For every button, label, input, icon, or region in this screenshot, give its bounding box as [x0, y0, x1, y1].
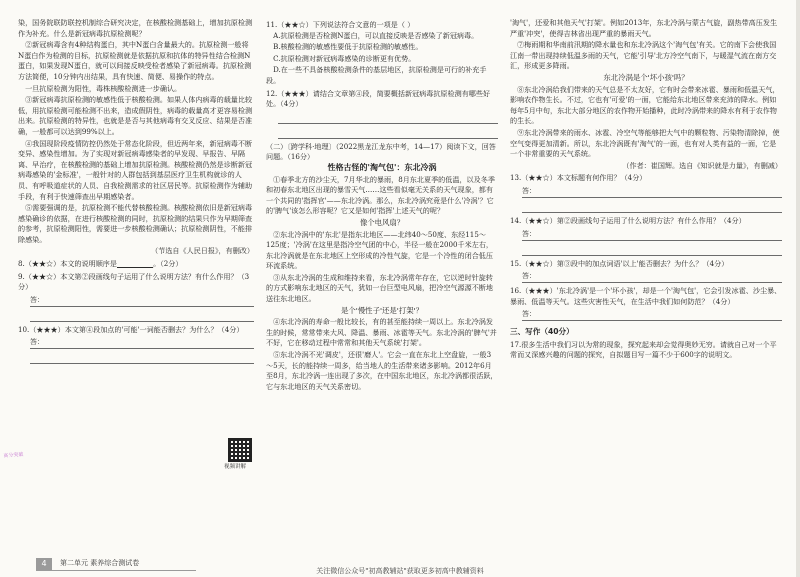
answer-label: 答：	[30, 295, 44, 304]
question-11: 11.（★★☆）下列说法符合文意的一项是（ ）	[266, 20, 415, 29]
paragraph: ⑨东北冷涡带来的雨水、冰雹、冷空气等能够把大气中的颗粒物、污染物清除掉，使空气变得更加清新。所以，东北冷涡既有'淘气'的一面，也有对人类有益的一面，它是一个非常重要的天气系统。	[510, 127, 780, 159]
subheading: 是个'慢性子'还是'打架'？	[340, 305, 424, 315]
answer-line[interactable]	[278, 112, 498, 124]
paragraph: '淘气'，还爱和其他天气'打架'。例如2013年，东北冷涡与蒙古气旋，副热带高压发生严重'冲突'，使得吉林省出现严重的暴雨天气。	[510, 18, 778, 38]
right-column	[510, 18, 782, 361]
paragraph: ⑤东北冷涡不光'调皮'，还很'磨人'。它会一直在东北上空盘旋，一般3～5天，长的能持续一周多，给当地人的生活带来诸多影响。2012年6月至8月，东北冷涡一连出现了多次，在中国东北地区，东北冷涡都很活跃，它与东北地区的天气关系密切。	[266, 350, 498, 391]
source-note: （节选自《人民日报》，有删改）	[151, 246, 254, 256]
answer-label: 答：	[30, 338, 44, 347]
subheading: 像个电风扇？	[359, 217, 405, 227]
answer-line[interactable]	[30, 337, 254, 349]
question-8-score: 。（2分）	[153, 259, 183, 269]
paragraph: ④东北冷涡的寿命一般比较长，有的甚至能持续一周以上。东北冷涡发生的时候，常常带来大风、降温、暴雨、冰雹等天气。东北冷涡的'脾气'并不好，它在移动过程中常常和其他天气系统'打架'。	[266, 317, 497, 348]
answer-line[interactable]	[278, 127, 498, 139]
paragraph: ②东北冷涡中的'东北'是指东北地区——北纬40～50度、东经115～125度；'冷涡'在这里是指冷空气团的中心，半径一般在2000千米左右，东北冷涡就是在东北地区上空形成的冷性气旋，它是一个冷性的闭合低压环流系统。	[266, 229, 494, 271]
section-2-heading: （二）〔跨学科·地理〕（2022黑龙江龙东中考，14—17）阅读下文，回答问题。（16分）	[266, 141, 496, 162]
answer-line[interactable]	[30, 352, 254, 364]
paragraph: 染，国务院联防联控机制综合研究决定，在核酸检测基础上，增加抗原检测作为补充。什么是新冠病毒抗原检测呢？	[18, 18, 253, 38]
answer-line[interactable]	[522, 309, 782, 321]
question-9: 9.（★★☆）本文第②段画线句子运用了什么说明方法？有什么作用？（3分）	[18, 271, 250, 292]
option-c[interactable]: C.抗原检测对新冠病毒感染的诊断更有优势。	[273, 53, 416, 63]
answer-line[interactable]	[30, 295, 254, 307]
answer-line[interactable]	[30, 310, 254, 322]
page-number: 4	[36, 558, 52, 570]
page-edge	[796, 0, 800, 577]
question-12: 12.（★★★）请结合文章第④段，简要概括新冠病毒抗原检测有哪些好处。（4分）	[266, 88, 491, 109]
middle-column	[266, 18, 498, 393]
paragraph: ③从东北冷涡的生成和维持来看，东北冷涡常年存在，它以逆时针旋转的方式影响东北地区的天气，犹如一台巨型电风扇，把冷空气源源不断地送往东北地区。	[266, 272, 493, 304]
qr-caption: 视频讲解	[224, 464, 247, 470]
option-a[interactable]: A.抗原检测是否检测N蛋白，可以直接反映是否感染了新冠病毒。	[273, 30, 479, 40]
paragraph: 一旦抗原检测为阳性，毒株核酸检测进一步确认。	[25, 83, 182, 93]
answer-line[interactable]	[522, 201, 782, 213]
left-column	[18, 18, 254, 367]
answer-line[interactable]	[522, 244, 782, 256]
source-note: （作者：崔国辉。选自《知识就是力量》，有删减）	[622, 160, 782, 170]
answer-label: 答：	[522, 272, 536, 281]
paragraph: ⑦梅雨期和华南前汛期的降水量也和东北冷涡这个'淘气包'有关。它的南下会使我国江南一带出现持续低温多雨的天气，它能'引导'北方冷空气南下，与暖湿气流在南方交汇，形成更多降雨。	[510, 40, 777, 71]
article-title: 性格古怪的'淘气包'：东北冷涡	[327, 162, 437, 172]
question-8-text: 8.（★★☆）本文的说明顺序是	[18, 259, 117, 269]
answer-label: 答：	[522, 186, 536, 195]
footer-notice: 关注微信公众号"初高教辅站"获取更多初高中教辅资料	[316, 567, 484, 575]
question-13: 13.（★★☆）本文标题有何作用？（4分）	[510, 173, 647, 183]
paragraph: ⑤需要强调的是，抗原检测不能代替核酸检测。核酸检测依旧是新冠病毒感染确诊的依据，在进行核酸检测的同时，抗原检测的结果只作为早期筛查的参考，抗原检测阳性，需要进一步核酸检测确认；抗原检测阴性，不能排除感染。	[18, 203, 253, 244]
paragraph: ⑧东北冷涡给我们带来的天气总是不太友好，它有时会带来冰雹、暴雨和低温天气，影响农作物生长。不过，它也有'可爱'的一面，它能给东北地区带来充沛的降水。例如每年5月中旬，东北大部分地区的农作物开始播种，此时冷涡带来的降水有利于农作物的生长。	[510, 84, 780, 126]
paragraph: ②新冠病毒含有4种结构蛋白，其中N蛋白含量最大的。抗原检测一般将N蛋白作为检测的目标，抗原检测就是依据抗原和抗体的特异性结合检测N蛋白，如果发现N蛋白，就可以间接反映受检者感染了新冠病毒。抗原检测方法简便，10分钟内出结果，具有快速、简便、易操作的特点。	[18, 40, 252, 81]
paragraph: ③新冠病毒抗原检测的敏感性低于核酸检测。如果人体内病毒的载量比较低，用抗原检测可能检测不出来，造成假阴性，病毒的载量高才更容易检测出来。抗原检测的特异性，也就是是否与其他病毒有交叉反应、结果是否准确，一般都可以达到99%以上。	[18, 95, 253, 136]
option-b[interactable]: B.核酸检测的敏感性要低于抗原检测的敏感性。	[273, 42, 423, 52]
unit-title: 第二单元 素养综合测试卷	[60, 559, 140, 567]
subheading: 东北冷涡是个'坏小孩'吗？	[603, 72, 689, 82]
answer-line[interactable]	[522, 229, 782, 241]
section-3-heading: 三、写作（40分）	[510, 327, 574, 337]
answer-line[interactable]	[522, 186, 782, 198]
answer-line[interactable]	[522, 271, 782, 283]
answer-label: 答：	[522, 229, 536, 238]
question-17: 17.很多生活中我们习以为常的现象，探究起来却会觉得奥妙无穷。请就自己对一个平常而又深感兴趣的问题的探究，自拟题目写一篇不少于600字的说明文。	[510, 339, 777, 360]
question-8	[18, 259, 254, 270]
qr-code-icon[interactable]	[228, 438, 252, 462]
stamp-logo: 高分突破	[3, 451, 24, 460]
paragraph: ④我国现阶段疫情防控仍然处于常态化阶段，但近两年来，新冠病毒不断变异、感染性增加。为了实现对新冠病毒感染者的早发现、早报告、早隔离、早治疗，在核酸检测的基础上增加抗原检测。核酸检测仍然是诊断新冠病毒感染的'金标准'，一般针对的人群包括到基层医疗卫生机构就诊的人员、有呼吸道症状的人员、自我检测需求的社区居民等。抗原检测作为辅助手段，有利于快速筛查出早期感染者。	[18, 138, 253, 201]
question-16: 16.（★★★）'东北冷涡'是一个'坏小孩'，却是一个'淘气包'，它会引发冰雹、沙尘暴、暴雨、低温等天气。这些灾害性天气，在生活中我们如何防范？（4分）	[510, 286, 782, 306]
option-d[interactable]: D.在一些不具备核酸检测条件的基层地区，抗原检测是可行的补充手段。	[266, 65, 487, 85]
question-10: 10.（★★★）本文第④段加点的'可能'一词能否删去？为什么？（4分）	[18, 324, 244, 334]
question-14: 14.（★★☆）第②段画线句子运用了什么说明方法？有什么作用？（4分）	[510, 215, 746, 225]
paragraph: ①春季北方的沙尘天，7月华北的暴雨，8月东北夏季的低温，以及冬季和初春东北地区出现的暴雪天气……这些看似毫无关系的天气现象，都有一个共同的'指挥官'——东北冷涡。那么，东北冷涡究竟是什么'冷涡'？它的'脾气'该怎么形容呢？它又是如何'指挥'上述天气的呢？	[266, 174, 495, 216]
answer-blank[interactable]	[117, 259, 153, 268]
answer-label: 答：	[522, 310, 536, 319]
question-15: 15.（★★☆）第③段中的加点词语'以上'能否删去？为什么？（4分）	[510, 258, 729, 268]
